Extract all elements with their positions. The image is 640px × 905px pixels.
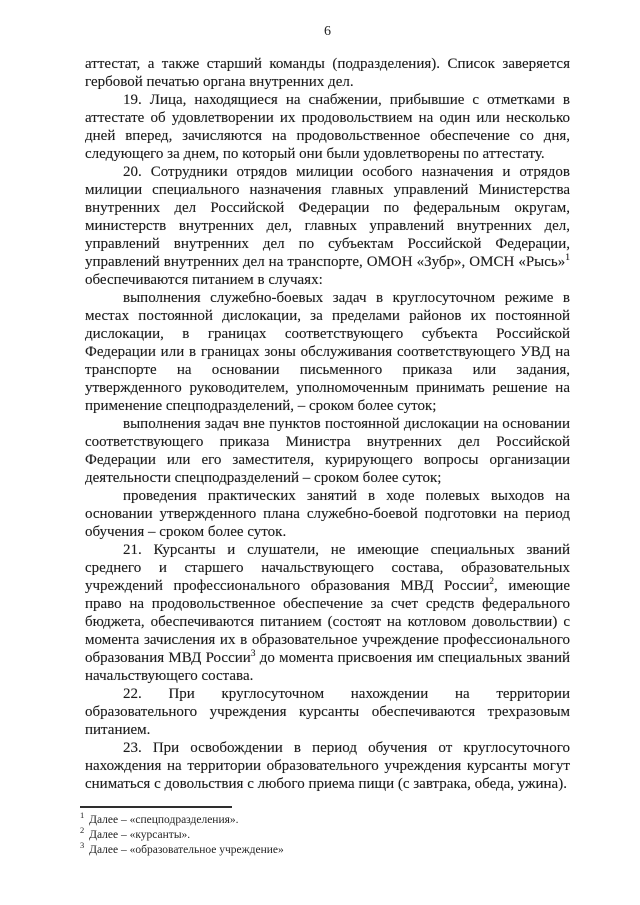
paragraph: аттестат, а также старший команды (подразделения). Список заверяется гербовой печатью органа внутренних дел. <box>85 56 570 90</box>
footnotes-section <box>80 806 560 858</box>
footnote-separator-rule <box>80 806 232 808</box>
footnote-marker: 1 <box>80 810 85 821</box>
paragraph: выполнения служебно-боевых задач в круглосуточном режиме в местах постоянной дислокации, за пределами районов их постоянной дислокации, в границах соответствующего субъекта Российской Федерации или в границах зоны обслуживания соответствующего УВД на транспорте на основании письменного приказа или задания, утвержденного руководителем, уполномоченным принимать решение на применение спецподразделений, – сроком более суток; <box>85 290 570 414</box>
footnote-marker: 2 <box>80 825 85 836</box>
paragraph: 20. Сотрудники отрядов милиции особого назначения и отрядов милиции специального назначения главных управлений Министерства внутренних дел Российской Федерации по федеральным округам, министерств внутренних дел, главных управлений внутренних дел, управлений внутренних дел по субъектам Российской Федерации, управлений внутренних дел на транспорте, ОМОН «Зубр», ОМСН «Рысь»$^1$ обеспечиваются питанием в случаях: <box>85 164 570 288</box>
footnote-reference: 3 <box>250 649 256 659</box>
paragraph: 21. Курсанты и слушатели, не имеющие специальных званий среднего и старшего начальствующего состава, образовательных учреждений профессионального образования МВД России$^2$, имеющие право на продовольственное обеспечение за счет средств федерального бюджета, обеспечиваются питанием (состоят на котловом довольствии) с момента зачисления их в образовательное учреждение профессионального образования МВД России$^3$ до момента присвоения им специальных званий начальствующего состава. <box>85 542 570 684</box>
paragraph: 22. При круглосуточном нахождении на территории образовательного учреждения курсанты обеспечиваются трехразовым питанием. <box>85 686 570 738</box>
footnote: $^3$ Далее – «образовательное учреждение» <box>80 840 284 856</box>
paragraph: 19. Лица, находящиеся на снабжении, прибывшие с отметками в аттестате об удовлетворении их продовольствием на один или несколько дней вперед, зачисляются на продовольственное обеспечение со дня, следующего за днем, по который они были удовлетворены по аттестату. <box>85 92 570 162</box>
document-body <box>85 55 570 793</box>
footnote: $^2$ Далее – «курсанты». <box>80 825 191 841</box>
footnote-reference: 2 <box>489 577 495 587</box>
footnote-marker: 3 <box>80 840 85 851</box>
page-number: 6 <box>324 24 331 39</box>
paragraph: 23. При освобождении в период обучения от круглосуточного нахождения на территории образовательного учреждения курсанты могут сниматься с довольствия с любого приема пищи (с завтрака, обеда, ужина). <box>85 740 570 792</box>
footnote-list <box>80 810 560 858</box>
footnote-reference: 1 <box>565 253 570 263</box>
paragraph: проведения практических занятий в ходе полевых выходов на основании утвержденного плана служебно-боевой подготовки на период обучения – сроком более суток. <box>85 488 570 540</box>
footnote: $^1$ Далее – «спецподразделения». <box>80 810 239 826</box>
paragraph: выполнения задач вне пунктов постоянной дислокации на основании соответствующего приказа Министра внутренних дел Российской Федерации или его заместителя, курирующего вопросы организации деятельности спецподразделений – сроком более суток; <box>85 416 570 486</box>
